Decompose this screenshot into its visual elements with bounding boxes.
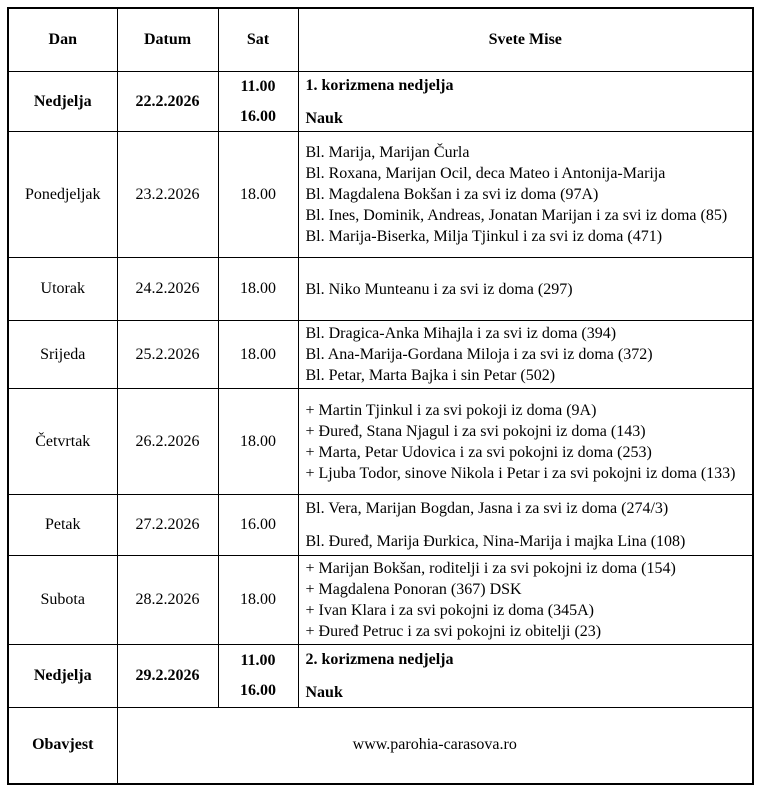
day-cell: Četvrtak [8,389,117,495]
masses-cell [298,321,753,389]
mass-entry: Bl. Dragica-Anka Mihajla i za svi iz doma (394) [305,325,617,342]
time-cell: 18.00 [218,389,298,495]
mass-entry: Bl. Marija-Biserka, Milja Tjinkul i za svi iz doma (471) [305,228,663,245]
mass-time: 11.00 [240,652,276,669]
column-header-dan: Dan [8,8,117,72]
masses-cell [298,72,753,132]
date-cell: 25.2.2026 [117,321,218,389]
table-row-tuesday [8,258,753,321]
mass-entry: Bl. Ana-Marija-Gordana Miloja i za svi iz doma (372) [305,346,653,363]
header-row [8,8,753,72]
mass-entry: + Ljuba Todor, sinove Nikola i Petar i za svi pokojni iz doma (133) [305,464,736,482]
mass-time: 16.00 [240,682,276,699]
mass-entry: + Đuređ Petruc i za svi pokojni iz obitelji (23) [305,623,602,640]
mass-entry: Bl. Niko Munteanu i za svi iz doma (297) [305,280,573,298]
time-cell: 16.00 [218,495,298,556]
masses-cell [298,258,753,321]
table-row-saturday [8,556,753,645]
column-header-datum: Datum [117,8,218,72]
date-cell: 23.2.2026 [117,132,218,258]
date-cell: 28.2.2026 [117,556,218,645]
table-row-friday [8,495,753,556]
time-cell: 18.00 [218,321,298,389]
mass-entry: + Đuređ, Stana Njagul i za svi pokojni iz doma (143) [305,422,646,440]
time-cell: 18.00 [218,132,298,258]
day-cell: Utorak [8,258,117,321]
masses-cell [298,389,753,495]
mass-time: 11.00 [240,77,276,95]
mass-entry: Bl. Marija, Marijan Čurla [305,144,470,161]
mass-entry: Nauk [305,109,343,127]
masses-cell [298,495,753,556]
table-row-announcement [8,708,753,784]
day-cell: Nedjelja [8,645,117,708]
table-row-monday [8,132,753,258]
mass-entry: + Marijan Bokšan, roditelji i za svi pokojni iz doma (154) [305,560,676,577]
date-cell: 29.2.2026 [117,645,218,708]
date-cell: 27.2.2026 [117,495,218,556]
time-cell: 18.00 [218,556,298,645]
day-cell: Ponedjeljak [8,132,117,258]
mass-entry: + Marta, Petar Udovica i za svi pokojni iz doma (253) [305,443,652,461]
column-header-svete-mise: Svete Mise [298,8,753,72]
mass-entry: + Ivan Klara i za svi pokojni iz doma (345A) [305,602,594,619]
time-cell: 18.00 [218,258,298,321]
mass-entry: Bl. Petar, Marta Bajka i sin Petar (502) [305,367,556,384]
table-row-thursday [8,389,753,495]
mass-entry: 2. korizmena nedjelja [305,651,454,668]
mass-entry: 1. korizmena nedjelja [305,76,454,94]
masses-cell [298,556,753,645]
time-cell [218,645,298,708]
time-cell [218,72,298,132]
mass-entry: + Magdalena Ponoran (367) DSK [305,581,522,598]
mass-entry: Bl. Roxana, Marijan Ocil, deca Mateo i Antonija-Marija [305,165,666,182]
mass-entry: Bl. Vera, Marijan Bogdan, Jasna i za svi iz doma (274/3) [305,500,669,517]
table-row-sunday-2 [8,645,753,708]
day-cell: Nedjelja [8,72,117,132]
announcement-website: www.parohia-carasova.ro [117,708,753,784]
announcement-label: Obavjest [8,708,117,784]
mass-time: 16.00 [240,107,276,125]
date-cell: 24.2.2026 [117,258,218,321]
mass-entry: Bl. Ines, Dominik, Andreas, Jonatan Marijan i za svi iz doma (85) [305,207,728,224]
table-row-sunday-1 [8,72,753,132]
day-cell: Petak [8,495,117,556]
date-cell: 22.2.2026 [117,72,218,132]
day-cell: Srijeda [8,321,117,389]
masses-cell [298,645,753,708]
column-header-sat: Sat [218,8,298,72]
mass-entry: + Martin Tjinkul i za svi pokoji iz doma (9A) [305,401,597,419]
day-cell: Subota [8,556,117,645]
mass-entry: Bl. Đuređ, Marija Đurkica, Nina-Marija i majka Lina (108) [305,533,686,550]
date-cell: 26.2.2026 [117,389,218,495]
mass-entry: Bl. Magdalena Bokšan i za svi iz doma (97A) [305,186,599,203]
table-row-wednesday [8,321,753,389]
mass-entry: Nauk [305,684,343,701]
masses-cell [298,132,753,258]
mass-schedule-table [7,7,754,785]
